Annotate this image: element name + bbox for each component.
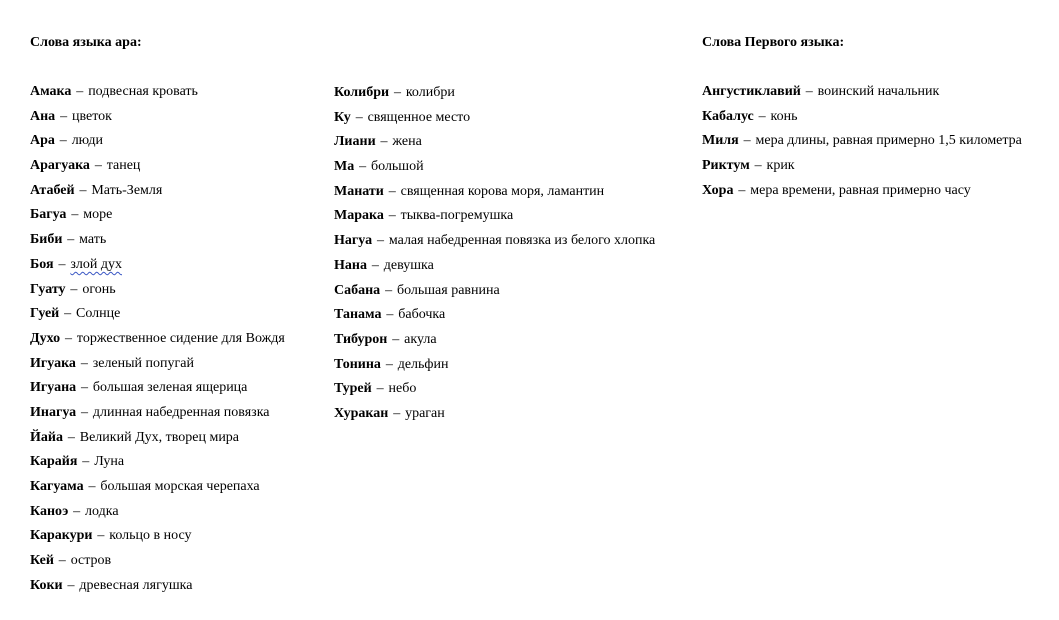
glossary-entry [334,158,655,183]
entry-definition: кольцо в носу [109,528,192,544]
entry-dash: – [81,380,89,396]
entry-term: Кабалус [702,108,754,124]
entry-dash: – [388,183,396,199]
entry-dash: – [67,232,75,248]
entry-term: Тонина [334,356,381,372]
entry-term: Амака [30,84,72,99]
entry-term: Духо [30,330,61,346]
entry-definition: большая зеленая ящерица [92,380,248,396]
ara-word-list-left [30,83,285,601]
entry-dash: – [359,159,367,175]
entry-dash: – [388,208,396,224]
glossary-entry [334,84,655,109]
entry-definition: море [83,207,113,223]
entry-term: Инагуа [30,404,77,420]
glossary-entry [30,305,285,330]
entry-definition: большая морская черепаха [100,479,260,494]
glossary-entry [702,182,1022,207]
entry-dash: – [385,282,393,298]
glossary-entry [30,527,285,552]
entry-definition: Солнце [76,306,121,322]
glossary-entry [702,83,1022,108]
entry-term: Нагуа [334,233,373,249]
glossary-entry [30,503,285,528]
entry-dash: – [64,306,72,322]
entry-definition: огонь [82,281,116,297]
entry-term: Лиани [334,134,376,150]
entry-term: Миля [702,133,739,149]
glossary-entry [702,132,1022,157]
glossary-entry [702,157,1022,182]
entry-dash: – [371,257,379,273]
entry-definition: Мать-Земля [91,182,163,198]
glossary-entry [30,206,285,231]
entry-definition: цветок [71,108,112,124]
entry-definition: танец [106,158,141,174]
entry-dash: – [88,479,96,494]
glossary-entry [30,157,285,182]
glossary-entry [334,331,655,356]
entry-term: Боя [30,256,54,272]
entry-definition: мера времени, равная примерно часу [750,182,971,198]
entry-term: Карайя [30,454,78,470]
entry-definition: зеленый попугай [92,355,194,371]
glossary-entry [30,330,285,355]
entry-term: Багуа [30,207,67,223]
entry-dash: – [758,108,766,124]
entry-dash: – [70,281,78,297]
entry-definition: ураган [405,405,445,421]
entry-term: Йайа [30,429,63,445]
entry-term: Манати [334,183,384,199]
entry-dash: – [376,233,384,249]
entry-dash: – [380,134,388,150]
entry-term: Игуана [30,380,77,396]
entry-dash: – [81,404,89,420]
entry-term: Ара [30,133,55,149]
entry-dash: – [738,182,746,198]
entry-definition: колибри [405,85,455,100]
glossary-entry [334,282,655,307]
entry-term: Сабана [334,282,381,298]
entry-definition: древесная лягушка [79,577,193,593]
entry-term: Атабей [30,182,75,198]
entry-term: Танама [334,307,382,323]
entry-definition: Луна [94,454,125,470]
entry-definition: воинский начальник [817,84,940,99]
entry-definition: крик [766,158,795,174]
glossary-entry [334,257,655,282]
entry-dash: – [743,133,751,149]
glossary-entry [30,453,285,478]
entry-dash: – [58,256,66,272]
entry-term: Хора [702,182,734,198]
glossary-entry [30,552,285,577]
entry-definition: конь [770,108,798,124]
glossary-entry [702,108,1022,133]
entry-dash: – [59,133,67,149]
entry-dash: – [385,356,393,372]
entry-definition: акула [404,331,437,347]
glossary-entry [30,281,285,306]
entry-definition: девушка [383,257,434,273]
entry-term: Каракури [30,528,93,544]
entry-dash: – [355,109,363,125]
glossary-entry [30,577,285,602]
entry-dash: – [58,553,66,569]
glossary-entry [334,306,655,331]
entry-definition: большая равнина [396,282,500,298]
entry-dash: – [393,85,401,100]
glossary-entry [30,404,285,429]
glossary-entry [334,380,655,405]
entry-definition: дельфин [397,356,449,372]
entry-term: Ангустиклавий [702,84,801,99]
entry-term: Биби [30,232,63,248]
entry-definition: длинная набедренная повязка [92,404,270,420]
glossary-entry [334,232,655,257]
entry-definition: остров [70,553,112,569]
glossary-entry [30,379,285,404]
entry-term: Гуей [30,306,60,322]
glossary-entry [30,182,285,207]
entry-term: Марака [334,208,384,224]
entry-definition: подвесная кровать [88,84,198,99]
entry-definition: бабочка [398,307,446,323]
entry-definition: жена [392,134,422,150]
entry-term: Кей [30,553,54,569]
glossary-entry [30,108,285,133]
entry-definition: злой дух [70,256,122,272]
entry-dash: – [67,577,75,593]
entry-term: Турей [334,381,372,397]
entry-definition: мера длины, равная примерно 1,5 километра [755,133,1022,149]
entry-dash: – [805,84,813,99]
glossary-entry [30,355,285,380]
entry-term: Гуату [30,281,66,297]
entry-term: Ма [334,159,355,175]
entry-definition: тыква-погремушка [400,208,514,224]
glossary-entry [334,183,655,208]
glossary-entry [30,132,285,157]
entry-term: Коки [30,577,63,593]
entry-dash: – [79,182,87,198]
entry-term: Игуака [30,355,76,371]
entry-term: Риктум [702,158,750,174]
glossary-entry [30,231,285,256]
ara-word-list-middle [334,84,655,430]
first-language-word-list [702,83,1022,206]
glossary-entry [30,83,285,108]
entry-dash: – [376,381,384,397]
entry-definition: священная корова моря, ламантин [400,183,605,199]
entry-term: Ана [30,108,56,124]
entry-definition: мать [79,232,107,248]
entry-term: Арагуака [30,158,90,174]
entry-definition: люди [71,133,104,149]
glossary-entry [30,429,285,454]
entry-dash: – [94,158,102,174]
entry-definition: большой [371,159,424,175]
entry-dash: – [60,108,68,124]
entry-dash: – [754,158,762,174]
entry-definition: священное место [367,109,471,125]
glossary-entry [334,405,655,430]
entry-dash: – [392,331,400,347]
entry-dash: – [65,330,72,346]
first-language-heading: Слова Первого языка: [702,35,845,50]
entry-dash: – [73,503,81,519]
glossary-entry [30,478,285,503]
entry-dash: – [76,84,84,99]
glossary-entry [334,207,655,232]
entry-definition: торжественное сидение для Вождя [76,330,285,346]
entry-dash: – [80,355,88,371]
glossary-entry [334,356,655,381]
entry-term: Нана [334,257,367,273]
entry-term: Хуракан [334,405,389,421]
entry-dash: – [67,429,75,445]
entry-term: Колибри [334,85,390,100]
glossary-entry [334,133,655,158]
entry-term: Тибурон [334,331,388,347]
entry-term: Каноэ [30,503,69,519]
entry-dash: – [386,307,394,323]
ara-words-heading: Слова языка ара: [30,35,142,50]
entry-definition: небо [388,381,417,397]
entry-definition: лодка [85,503,119,519]
entry-dash: – [71,207,79,223]
entry-term: Кагуама [30,479,84,494]
entry-definition: малая набедренная повязка из белого хлопка [388,233,656,249]
entry-dash: – [393,405,401,421]
entry-dash: – [97,528,105,544]
entry-term: Ку [334,109,351,125]
glossary-entry [30,256,285,281]
glossary-entry [334,109,655,134]
entry-definition: Великий Дух, творец мира [79,429,240,445]
entry-dash: – [82,454,90,470]
